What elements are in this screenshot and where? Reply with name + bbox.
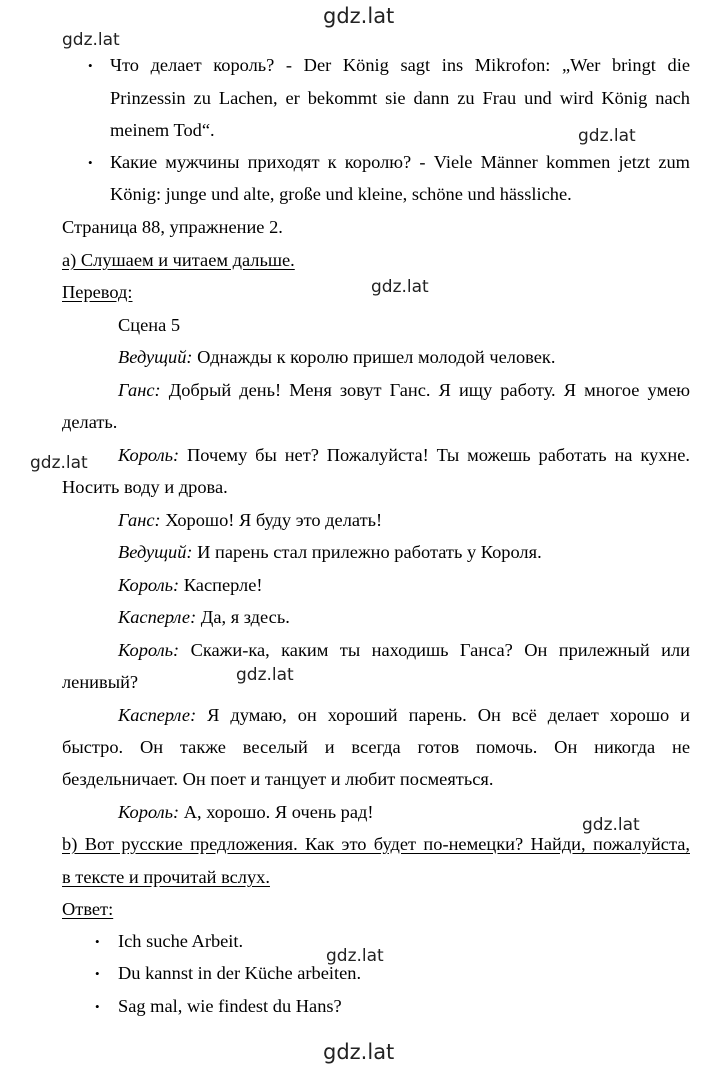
watermark: gdz.lat: [323, 1040, 395, 1064]
dialog-line: [118, 574, 263, 596]
dialog-continuation: делать.: [62, 412, 118, 432]
speaker: Ганс:: [118, 380, 161, 400]
bullet: •: [88, 58, 93, 73]
speaker: Касперле:: [118, 607, 197, 627]
watermark: gdz.lat: [323, 4, 395, 28]
speaker: Король:: [118, 575, 180, 595]
speaker: Касперле:: [118, 705, 197, 725]
utterance: Скажи-ка, каким ты находишь Ганса? Он прилежный или: [179, 640, 690, 660]
dialog-line: [118, 444, 690, 466]
scene-title: Сцена 5: [118, 315, 181, 335]
utterance: Я думаю, он хороший парень. Он всё делает хорошо и: [196, 705, 690, 725]
utterance: Касперле!: [179, 575, 263, 595]
dialog-line: [118, 346, 555, 368]
utterance: Хорошо! Я буду это делать!: [160, 510, 383, 530]
answer-item: Ich suche Arbeit.: [118, 931, 244, 951]
translation-heading: Перевод:: [62, 282, 133, 302]
watermark: gdz.lat: [371, 277, 429, 297]
dialog-line: [118, 379, 690, 401]
question-1-line-1: Что делает король? - Der König sagt ins Mikrofon: „Wer bringt die: [110, 55, 690, 75]
watermark: gdz.lat: [326, 946, 384, 966]
answer-item: Du kannst in der Küche arbeiten.: [118, 963, 362, 983]
section-b-heading-line-1: b) Вот русские предложения. Как это будет по-немецки? Найди, пожалуйста,: [62, 834, 690, 854]
bullet: •: [95, 966, 100, 981]
dialog-line: [118, 801, 374, 823]
speaker: Ведущий:: [118, 347, 193, 367]
speaker: Король:: [118, 802, 180, 822]
speaker: Король:: [118, 445, 180, 465]
watermark: gdz.lat: [578, 126, 636, 146]
dialog-line: [118, 639, 690, 661]
dialog-continuation: бездельничает. Он поет и танцует и любит посмеяться.: [62, 769, 494, 789]
answer-item: Sag mal, wie findest du Hans?: [118, 996, 342, 1016]
watermark: gdz.lat: [62, 30, 120, 50]
watermark: gdz.lat: [30, 453, 88, 473]
speaker: Король:: [118, 640, 180, 660]
section-b-heading-line-2: в тексте и прочитай вслух.: [62, 867, 270, 887]
page-heading: Страница 88, упражнение 2.: [62, 217, 283, 237]
speaker: Ганс:: [118, 510, 161, 530]
dialog-continuation: Носить воду и дрова.: [62, 477, 228, 497]
watermark: gdz.lat: [582, 815, 640, 835]
dialog-continuation: ленивый?: [62, 672, 139, 692]
bullet: •: [95, 934, 100, 949]
utterance: И парень стал прилежно работать у Короля.: [192, 542, 542, 562]
utterance: Добрый день! Меня зовут Ганс. Я ищу работу. Я многое умею: [160, 380, 690, 400]
question-2-line-2: König: junge und alte, große und kleine, schöne und hässliche.: [110, 184, 572, 204]
bullet: •: [88, 155, 93, 170]
question-2-line-1: Какие мужчины приходят к королю? - Viele Männer kommen jetzt zum: [110, 152, 690, 172]
utterance: А, хорошо. Я очень рад!: [179, 802, 374, 822]
question-1-line-2: Prinzessin zu Lachen, er bekommt sie dann zu Frau und wird König nach: [110, 88, 690, 108]
utterance: Однажды к королю пришел молодой человек.: [192, 347, 556, 367]
utterance: Да, я здесь.: [196, 607, 290, 627]
speaker: Ведущий:: [118, 542, 193, 562]
section-a-heading: а) Слушаем и читаем дальше.: [62, 250, 295, 270]
question-1-line-3: meinem Tod“.: [110, 120, 215, 140]
dialog-line: [118, 606, 290, 628]
dialog-line: [118, 704, 690, 726]
bullet: •: [95, 999, 100, 1014]
answer-heading: Ответ:: [62, 899, 114, 919]
watermark: gdz.lat: [236, 665, 294, 685]
dialog-line: [118, 509, 382, 531]
dialog-continuation: быстро. Он также веселый и всегда готов помочь. Он никогда не: [62, 737, 690, 757]
utterance: Почему бы нет? Пожалуйста! Ты можешь работать на кухне.: [179, 445, 690, 465]
dialog-line: [118, 541, 542, 563]
